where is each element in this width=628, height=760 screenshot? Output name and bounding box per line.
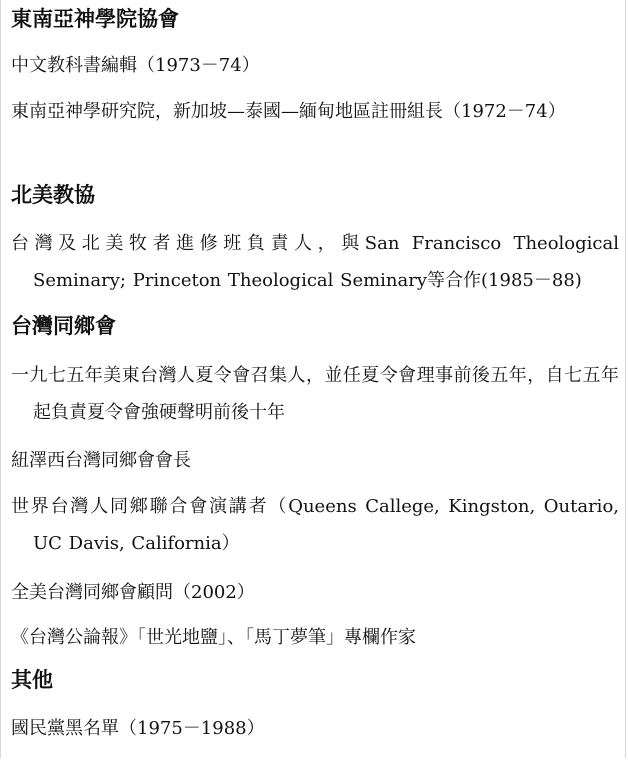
- entry-world-speaker: 世界台灣人同鄉聯合會演講者（Queens Callege, Kingston, Outario, UC Davis, California）: [11, 496, 619, 554]
- section-heading-taiwanese-association: 台灣同鄉會: [11, 314, 116, 338]
- section-heading-other: 其他: [11, 668, 53, 692]
- entry-summer-conference: 一九七五年美東台灣人夏令會召集人，並任夏令會理事前後五年，自七五年起負責夏令會強硬聲明前後十年: [11, 365, 619, 423]
- entry-textbook-editor: 中文教科書編輯（1973－74）: [11, 55, 260, 76]
- entry-nj-president: 紐澤西台灣同鄉會會長: [11, 450, 191, 471]
- entry-columnist: 《台灣公論報》「世光地鹽」、「馬丁夢筆」專欄作家: [11, 627, 416, 648]
- entry-pastor-program: 台灣及北美牧者進修班負責人，與San Francisco Theological Seminary; Princeton Theological Seminary等合作(1985－88): [11, 233, 619, 291]
- entry-blacklist: 國民黨黑名單（1975－1988）: [11, 718, 265, 739]
- section-heading-na-church: 北美教協: [11, 183, 95, 207]
- entry-advisor: 全美台灣同鄉會顧問（2002）: [11, 582, 255, 603]
- section-heading-seaa: 東南亞神學院協會: [11, 7, 179, 31]
- entry-registrar: 東南亞神學研究院，新加坡—泰國—緬甸地區註冊組長（1972－74）: [11, 101, 566, 122]
